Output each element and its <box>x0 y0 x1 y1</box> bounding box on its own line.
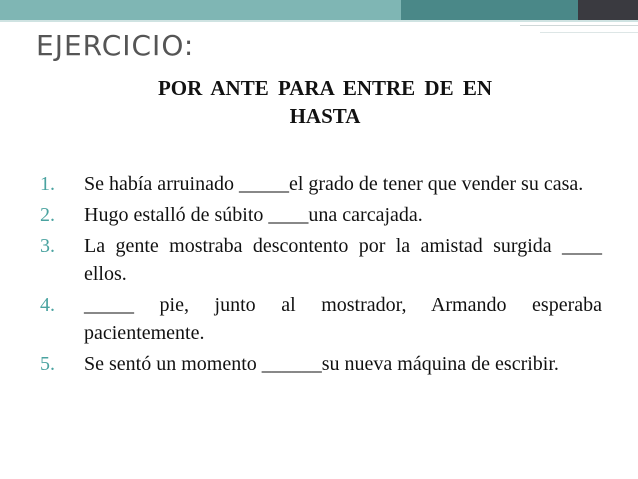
options-line-2: HASTA <box>289 104 361 128</box>
decorative-line-1 <box>520 25 638 26</box>
top-bar-left-segment <box>0 0 401 20</box>
item-number: 2. <box>40 204 55 226</box>
top-bar-middle-segment <box>401 0 578 20</box>
item-text: La gente mostraba descontento por la amistad surgida ____ ellos. <box>84 235 602 285</box>
options-line-1: POR ANTE PARA ENTRE DE EN <box>157 76 493 100</box>
slide-title: EJERCICIO: <box>36 29 195 62</box>
exercise-item <box>40 350 602 378</box>
exercise-list <box>40 170 602 381</box>
top-bar-right-segment <box>578 0 638 20</box>
exercise-item <box>40 291 602 347</box>
item-text: Hugo estalló de súbito ____una carcajada. <box>84 204 423 226</box>
exercise-item <box>40 170 602 198</box>
decorative-line-2 <box>540 32 638 33</box>
item-text: Se sentó un momento ______su nueva máquina de escribir. <box>84 353 559 375</box>
exercise-item <box>40 232 602 288</box>
item-number: 5. <box>40 353 55 375</box>
exercise-item <box>40 201 602 229</box>
item-number: 3. <box>40 235 55 257</box>
item-number: 1. <box>40 173 55 195</box>
preposition-options <box>90 74 560 130</box>
top-decorative-bar <box>0 0 638 20</box>
item-text: Se había arruinado _____el grado de tener que vender su casa. <box>84 173 584 195</box>
top-rule-line <box>0 20 638 22</box>
item-text: _____ pie, junto al mostrador, Armando esperaba pacientemente. <box>84 294 602 344</box>
item-number: 4. <box>40 294 55 316</box>
